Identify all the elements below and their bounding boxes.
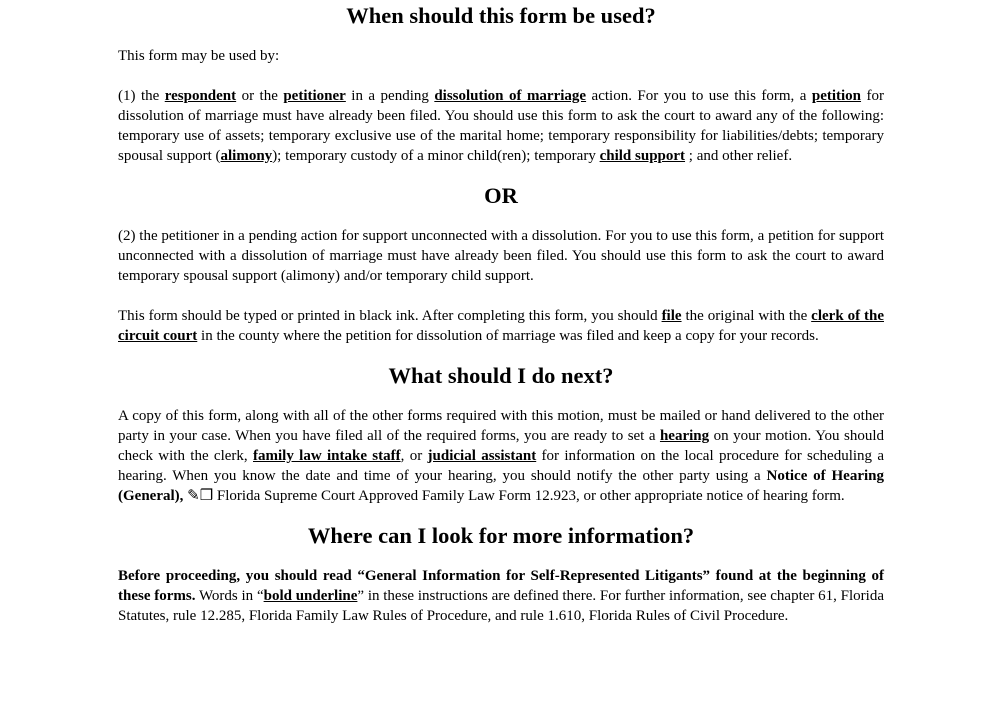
term-petitioner[interactable]: petitioner [283,88,346,104]
heading-more-info: Where can I look for more information? [307,523,695,548]
term-judicial-assistant[interactable]: judicial assistant [427,448,537,464]
document-page [118,0,884,720]
term-hearing[interactable]: hearing [659,428,710,444]
term-file[interactable]: file [661,308,682,324]
term-respondent[interactable]: respondent [164,88,237,104]
term-bold-underline[interactable]: bold underline [263,588,358,604]
term-alimony[interactable]: alimony [220,148,273,164]
heading-when-used: When should this form be used? [346,3,656,28]
paragraph-more-info: Before proceeding, you should read “General Information for Self-Represented Litigants” found at the beginning of these forms. Words in “bold underline” in these instructions are defined there. For further information, see chapter 61, Florida Statutes, rule 12.285, Florida Family Law Rules of Procedure, and rule 1.610, Florida Rules of Civil Procedure. [118,568,885,624]
term-child-support[interactable]: child support [599,148,686,164]
form-reference-notice: Notice of Hearing (General), [118,468,884,504]
paragraph-next-steps: A copy of this form, along with all of the other forms required with this motion, must be mailed or hand delivered to the other party in your case. When you have filed all of the required forms, you are ready to set a hearing on your motion. You should check with the clerk, family law intake staff, or judicial assistant for information on the local procedure for scheduling a hearing. When you know the date and time of your hearing, you should notify the other party using a Notice of Hearing (General), ✎❒ Florida Supreme Court Approved Family Law Form 12.923, or other appropriate notice of hearing form. [118,408,885,504]
heading-next: What should I do next? [388,363,614,388]
paragraph-option-2: (2) the petitioner in a pending action for support unconnected with a dissolution. For you to use this form, a petition for support unconnected with a dissolution of marriage must have already been filed. You should use this form to ask the court to award temporary spousal support (alimony) and/or temporary child support. [118,228,884,284]
term-petition[interactable]: petition [811,88,862,104]
term-dissolution[interactable]: dissolution of marriage [434,88,587,104]
intro-text: This form may be used by: [118,48,280,64]
term-intake-staff[interactable]: family law intake staff [253,448,401,464]
term-clerk[interactable]: clerk of the circuit court [118,308,884,344]
heading-or: OR [484,183,518,208]
paragraph-option-1: (1) the respondent or the petitioner in a pending dissolution of marriage action. For you to use this form, a petition for dissolution of marriage must have already been filed. You should use this form to ask the court to award any of the following: temporary use of assets; temporary exclusive use of the marital home; temporary responsibility for liabilities/debts; temporary spousal support (alimony); temporary custody of a minor child(ren); temporary child support ; and other relief. [118,88,884,164]
paragraph-filing: This form should be typed or printed in black ink. After completing this form, you should file the original with the clerk of the circuit court in the county where the petition for dissolution of marriage was filed and keep a copy for your records. [118,308,884,344]
form-symbol-icon: ✎❒ [187,488,214,504]
